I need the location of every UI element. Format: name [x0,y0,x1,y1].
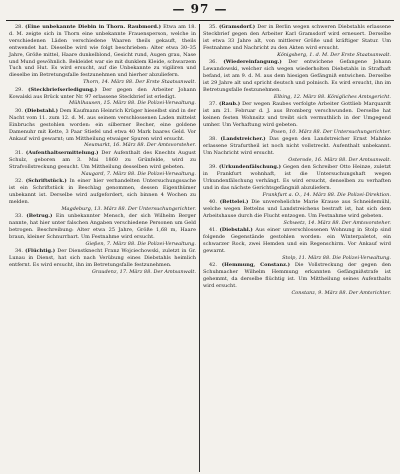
notice-body: Die unverehelichte Marie Krause aus Schneidemühl, welche wegen Bettelns und Landstreichens bestraft ist, hat sich dem Arbeitshause durch die Flucht entzogen. Um Festnahme wird gebeten. [203,199,391,219]
notice-body: In einer hier verhandelten Untersuchungssache ist ein Schriftstück in Beschlag genommen, dessen Eigenthümer unbekannt ist. Derselbe wird aufgefordert, sich binnen 4 Wochen zu melden. [9,177,196,205]
notice-entry [9,150,196,178]
notice-body: Der in Berlin wegen schweren Diebstahls erlassene Steckbrief gegen den Arbeiter Karl Gramsdorf wird erneuert. Derselbe ist etwa 33 Jahre alt, von mittlerer Größe und kräftiger Statur. Um Festnahme und Nachricht zu den Akten wird ersucht. [203,24,392,51]
columns [6,24,394,472]
notice-number: 42. [209,262,217,269]
left-column [6,24,200,472]
notice-body: Etwa am 18. d. M. zeigte sich in Thorn eine unbekannte Frauensperson, welche in verschiedenen Läden verschiedene Waaren theils gekauft, theils entwendet hat. Dieselbe wird wie folgt beschrieben: Alter etwa 30–35 Jahre, Größe mittel, Haare dunkelblond, Gesicht rund, Augen grau, Nase und Mund gewöhnlich. Bekleidet war sie mit dunklem Kleide, schwarzem Tuch und Hut. Es wird ersucht, auf die Unbekannte zu vigiliren und dieselbe im Betretungsfalle festzunehmen und hierher abzuliefern. [9,24,196,79]
notice-heading: (Raub.) [219,100,241,107]
notice-entry [203,227,391,262]
notice-number: 35. [209,24,217,30]
notice-signature: Elbing, 12. März 88. Königliches Amtsgericht. [273,93,391,100]
notice-signature: Gießen, 7. März 88. Die Polizei-Verwaltung. [85,240,196,247]
notice-number: 32. [15,177,23,184]
notice-body: Der entwichene Gefangene Johann Lewandowski, welcher sich wegen wiederholten Diebstahls in Strafhaft befand, ist am 9. d. M. aus dem hiesigen Gefängniß entwichen. Derselbe ist 29 Jahre alt und spricht deutsch und polnisch. Es wird ersucht, ihn im Betretungsfalle festzunehmen. [203,59,392,93]
notice-entry [9,248,196,276]
notice-entry [9,87,196,108]
notice-number: 33. [15,212,23,219]
notice-heading: (Urkundenfälschung.) [218,164,282,171]
page-number: — 97 — [172,2,228,16]
notice-body: Der Dienstknecht Franz Wojciechowski, zuletzt in Gr. Lunau in Dienst, hat sich nach Verübung eines Diebstahls heimlich entfernt. Es wird ersucht, ihn im Betretungsfalle festzunehmen. [9,248,197,268]
notice-body: Ein unbekannter Mensch, der sich Wilhelm Berger nannte, hat hier unter falschen Angaben verschiedene Personen um Geld betrogen. Beschreibung: Alter etwa 25 Jahre, Größe 1,68 m, Haare braun, kleiner Schnurrbart. Um Festnahme wird ersucht. [9,212,197,240]
notice-body: Der gegen den Arbeiter Johann Kowalski aus Brück unter Nr. 97 erlassene Steckbrief ist erledigt. [9,86,197,100]
notice-number: 41. [209,227,217,234]
notice-entry [203,262,391,297]
notice-signature: Neumarkt, 16. März 88. Der Amtsvorsteher. [84,142,196,149]
notice-entry [203,24,391,59]
notice-entry [203,101,391,136]
notice-body: Gegen den Schreiber Otto Heinze, zuletzt in Frankfurt wohnhaft, ist die Untersuchungshaft wegen Urkundenfälschung verhängt. Es wird ersucht, denselben zu verhaften und in das nächste Gerichtsgefängniß abzuliefern. [203,164,392,191]
notice-entry [203,136,391,164]
header-rule [6,20,394,21]
right-column [200,24,394,472]
notice-entry [9,24,196,86]
notice-signature: Thorn, 14. März 88. Der Erste Staatsanwalt. [83,79,196,86]
notice-entry [203,199,391,227]
notice-entry [203,59,391,100]
notice-number: 40. [209,199,217,206]
notice-heading: (Eine unbekannte Diebin in Thorn. Raubmord.) [25,24,161,30]
notice-body: Der Aufenthalt des Knechts August Schulz, geboren am 3. Mai 1860 zu Grünfelde, wird zu Strafvollstreckung gesucht. Um Mittheilung desselben wird gebeten. [9,149,196,170]
notice-number: 28. [15,24,23,30]
notice-number: 37. [209,100,217,107]
notice-signature: Schwetz, 14. März 88. Der Amtsvorsteher. [283,219,391,226]
notice-heading: (Gramsdorf.) [219,24,256,30]
notice-heading: (Aufenthaltsermittelung.) [25,149,99,156]
notice-signature: Naugard, 7. März 88. Die Polizei-Verwaltung. [81,170,196,177]
notice-body: Das gegen den Landstreicher Ernst Mahnke erlassene Strafurtheil ist noch nicht vollstreckt. Aufenthalt unbekannt. Um Nachricht wird ersucht. [203,136,392,156]
notice-signature: Magdeburg, 13. März 88. Der Untersuchungsrichter. [61,205,196,212]
notice-signature: Osterode, 16. März 88. Der Amtsanwalt. [288,156,391,163]
notice-signature: Stolp, 11. März 88. Die Polizei-Verwaltung. [282,254,391,261]
notice-signature: Constanz, 9. März 88. Der Amtsrichter. [291,289,391,296]
notice-body: Aus einer unverschlossenen Wohnung in Stolp sind folgende Gegenstände gestohlen worden: ein Winterpaletot, ein schwarzer Rock, zwei Hemden und ein Regenschirm. Vor Ankauf wird gewarnt. [203,227,391,254]
notice-number: 29. [15,86,23,93]
notice-heading: (Diebstahl.) [219,227,253,234]
notice-number: 30. [15,107,23,114]
notice-entry [9,108,196,149]
notice-entry [203,164,391,199]
notice-heading: (Steckbriefserledigung.) [28,86,97,93]
notice-signature: Graudenz, 17. März 88. Der Amtsanwalt. [91,268,196,275]
notice-body: Die Vollstreckung der gegen den Schuhmacher Wilhelm Hemmung erkannten Gefängnißstrafe ist gehemmt, da derselbe flüchtig ist. Um Mittheilung seines Aufenthalts wird ersucht. [203,262,392,290]
notice-signature: Frankfurt a. O., 14. März 88. Die Polizei-Direktion. [262,191,391,198]
notice-number: 36. [209,59,217,66]
notice-signature: Mühlhausen, 15. März 88. Die Polizei-Verwaltung. [69,100,196,107]
notice-heading: (Diebstahl.) [24,107,58,114]
notice-body: Der wegen Raubes verfolgte Arbeiter Gottlieb Marquardt ist am 21. Februar d. J. aus Bromberg verschwunden. Derselbe hat keinen festen Wohnsitz und treibt sich vermuthlich in der Umgegend umher. Um Verhaftung wird gebeten. [203,100,391,128]
notice-heading: (Flüchtig.) [25,248,56,254]
notice-heading: (Wiedereinfangung.) [223,59,282,66]
notice-signature: Posen, 10. März 88. Der Untersuchungsrichter. [270,128,391,135]
notice-heading: (Betrug.) [26,212,53,219]
notice-heading: (Schriftstück.) [25,177,67,184]
notice-number: 34. [15,248,23,254]
notice-number: 38. [209,136,217,142]
notice-entry [9,213,196,248]
notice-signature: Königsberg, 1. d. M. Der Erste Staatsanwalt. [277,51,391,58]
notice-heading: (Landstreicher.) [220,136,266,142]
notice-number: 39. [209,164,217,171]
notice-entry [9,178,196,213]
notice-number: 31. [15,149,23,156]
notice-body: Dem Kaufmann Heinrich Krüger hieselbst sind in der Nacht vom 11. zum 12. d. M. aus seinem verschlossenen Laden mittelst Einbruchs gestohlen worden: ein silberner Becher, eine goldene Damenuhr mit Kette, 3 Paar Stiefel und etwa 40 Mark baares Geld. Vor Ankauf wird gewarnt; um Mittheilung etwaiger Spuren wird ersucht. [9,107,196,142]
notice-heading: (Hemmung, Constanz.) [221,262,291,269]
notice-heading: (Bettelei.) [219,199,249,206]
